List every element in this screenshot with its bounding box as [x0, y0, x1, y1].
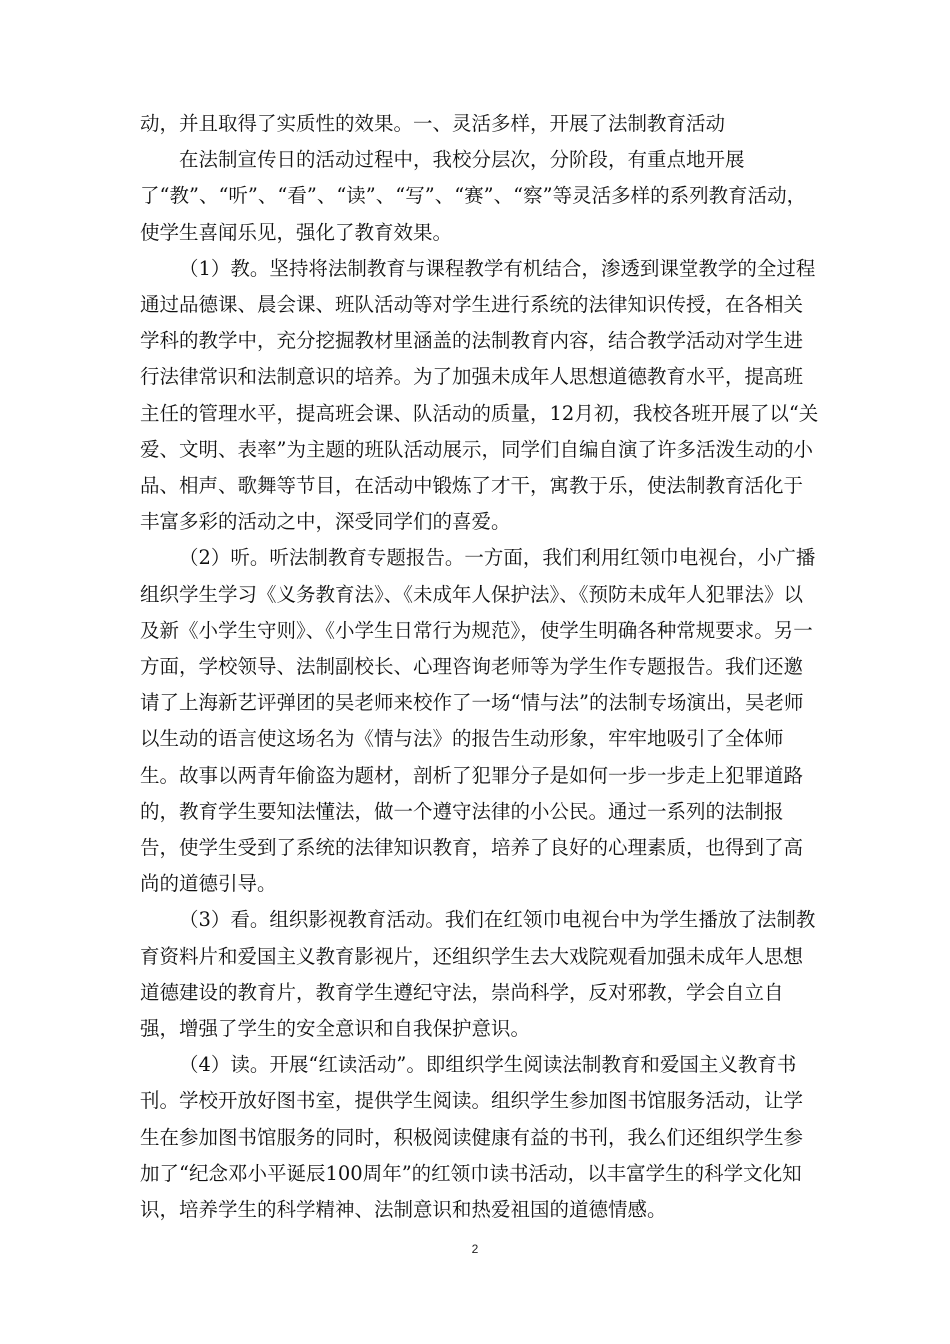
- body-text: [140, 106, 820, 1228]
- paragraph-intro: 在法制宣传日的活动过程中，我校分层次，分阶段，有重点地开展了“教”、“听”、“看”、“读”、“写”、“赛”、“察”等灵活多样的系列教育活动，使学生喜闻乐见，强化了教育效果。: [140, 148, 807, 244]
- paragraph-listen: （2）听。听法制教育专题报告。一方面，我们利用红领巾电视台，小广播组织学生学习《义务教育法》、《未成年人保护法》、《预防未成年人犯罪法》以及新《小学生守则》、《小学生日常行为规范》，使学生明确各种常规要求。另一方面，学校领导、法制副校长、心理咨询老师等为学生作专题报告。我们还邀请了上海新艺评弹团的吴老师来校作了一场“情与法”的法制专场演出，吴老师以生动的语言使这场名为《情与法》的报告生动形象，牢牢地吸引了全体师生。故事以两青年偷盗为题材，剖析了犯罪分子是如何一步一步走上犯罪道路的，教育学生要知法懂法，做一个遵守法律的小公民。通过一系列的法制报告，使学生受到了系统的法律知识教育，培养了良好的心理素质，也得到了高尚的道德引导。: [140, 546, 816, 896]
- page-number: 2: [471, 1242, 479, 1256]
- paragraph-read: （4）读。开展“红读活动”。即组织学生阅读法制教育和爱国主义教育书刊。学校开放好图书室，提供学生阅读。组织学生参加图书馆服务活动，让学生在参加图书馆服务的同时，积极阅读健康有益的书刊，我么们还组织学生参加了“纪念邓小平诞辰100周年”的红领巾读书活动，以丰富学生的科学文化知识，培养学生的科学精神、法制意识和热爱祖国的道德情感。: [140, 1053, 804, 1222]
- paragraph-watch: （3）看。组织影视教育活动。我们在红领巾电视台中为学生播放了法制教育资料片和爱国主义教育影视片，还组织学生去大戏院观看加强未成年人思想道德建设的教育片，教育学生遵纪守法，崇尚科学，反对邪教，学会自立自强，增强了学生的安全意识和自我保护意识。: [140, 908, 816, 1041]
- paragraph-teach: （1）教。坚持将法制教育与课程教学有机结合，渗透到课堂教学的全过程通过品德课、晨会课、班队活动等对学生进行系统的法律知识传授，在各相关学科的教学中，充分挖掘教材里涵盖的法制教育内容，结合教学活动对学生进行法律常识和法制意识的培养。为了加强未成年人思想道德教育水平，提高班主任的管理水平，提高班会课、队活动的质量，12月初，我校各班开展了以“关爱、文明、表率”为主题的班队活动展示，同学们自编自演了许多活泼生动的小品、相声、歌舞等节目，在活动中锻炼了才干，寓教于乐，使法制教育活化于丰富多彩的活动之中，深受同学们的喜爱。: [140, 256, 819, 534]
- paragraph-continuation: 动，并且取得了实质性的效果。一、灵活多样，开展了法制教育活动: [140, 112, 726, 135]
